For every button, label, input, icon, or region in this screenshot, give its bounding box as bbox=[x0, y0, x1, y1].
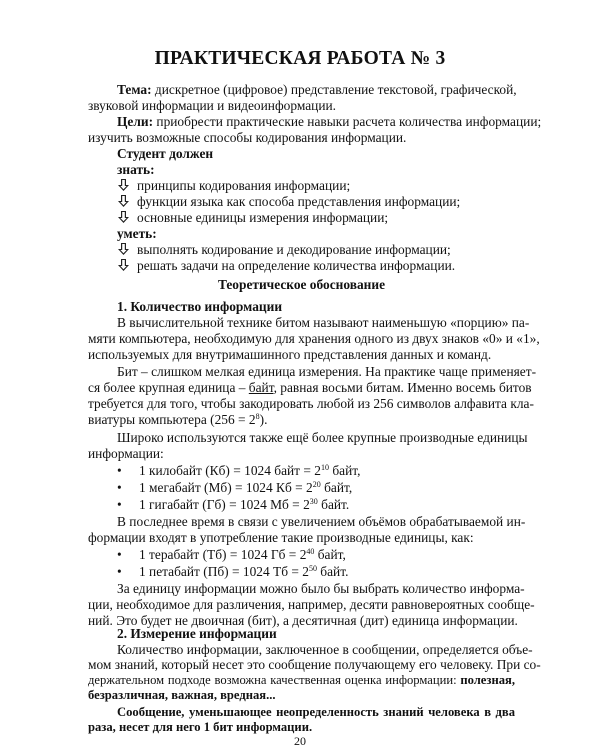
arrow-down-icon bbox=[117, 211, 130, 223]
goals-line-1 bbox=[117, 114, 542, 130]
unit-item: • 1 терабайт (Тб) = 1024 Гб = $2^{40}$ байт, bbox=[117, 547, 346, 562]
topic-text-1: дискретное (цифровое) представление текстовой, графической, bbox=[154, 82, 517, 97]
know-item: функции языка как способа представления информации; bbox=[117, 194, 460, 210]
s1-p5-line: За единицу информации можно было бы выбрать количество информа- bbox=[117, 581, 525, 596]
able-item: решать задачи на определение количества информации. bbox=[117, 258, 455, 274]
s1-p2-line: ся более крупная единица – байт, равная восьми битам. Именно восемь битов bbox=[88, 380, 532, 395]
able-label: уметь: bbox=[117, 226, 157, 241]
s2-p1-line: Количество информации, заключенное в сообщении, определяется объе- bbox=[117, 642, 533, 657]
s1-p3-line: Широко используются также ещё более крупные производные единицы bbox=[117, 430, 528, 445]
know-item: принципы кодирования информации; bbox=[117, 178, 350, 194]
byte-term: байт bbox=[248, 380, 274, 395]
topic-line-1 bbox=[117, 82, 515, 98]
unit-item: • 1 мегабайт (Мб) = 1024 Кб = $2^{20}$ байт, bbox=[117, 480, 353, 495]
arrow-down-icon bbox=[117, 259, 130, 271]
goals-line-2: изучить возможные способы кодирования информации. bbox=[88, 130, 407, 145]
s1-p1-line: мяти компьютера, необходимую для хранения одного из двух знаков «0» и «1», bbox=[88, 331, 540, 346]
s2-p2-line: раза, несет для него 1 бит информации. bbox=[88, 720, 313, 734]
s1-p1-line: используемых для внутримашинного представления данных и команд. bbox=[88, 347, 492, 362]
arrow-down-icon bbox=[117, 195, 130, 207]
arrow-down-icon bbox=[117, 243, 130, 255]
s1-p3-line: информации: bbox=[88, 446, 164, 461]
s1-p4-line: формации входят в употребление такие производные единицы, как: bbox=[88, 530, 474, 545]
topic-label: Тема: bbox=[117, 82, 152, 97]
s2-p1-line: мом знаний, который несет это сообщение получающему его человеку. При со- bbox=[88, 657, 541, 672]
s2-p1-line: безразличная, важная, вредная... bbox=[88, 688, 276, 702]
able-item: выполнять кодирование и декодирование информации; bbox=[117, 242, 451, 258]
page-title: ПРАКТИЧЕСКАЯ РАБОТА № 3 bbox=[154, 48, 446, 69]
s1-p2-line: Бит – слишком мелкая единица измерения. На практике чаще применяет- bbox=[117, 364, 537, 379]
page-number: 20 bbox=[294, 734, 306, 748]
s2-p1-line: держательном подходе возможна качественная оценка информации: полезная, bbox=[88, 673, 515, 687]
s1-p2-line: виатуры компьютера $(256 = 2^8)$. bbox=[88, 412, 268, 427]
section2-heading: 2. Измерение информации bbox=[117, 626, 277, 641]
s1-p1-line: В вычислительной технике битом называют наименьшую «порцию» па- bbox=[117, 315, 530, 330]
know-item: основные единицы измерения информации; bbox=[117, 210, 388, 226]
section1-heading: 1. Количество информации bbox=[117, 299, 283, 314]
s1-p4-line: В последнее время в связи с увеличением объёмов обрабатываемой ин- bbox=[117, 514, 526, 529]
topic-line-2: звуковой информации и видеоинформации. bbox=[88, 98, 336, 113]
unit-item: • 1 килобайт (Кб) = 1024 байт = $2^{10}$ байт, bbox=[117, 463, 361, 478]
student-heading: Студент должен bbox=[117, 146, 214, 161]
goals-text-1: приобрести практические навыки расчета количества информации; bbox=[156, 114, 542, 129]
goals-label: Цели: bbox=[117, 114, 154, 129]
s2-p2-line: Сообщение, уменьшающее неопределенность знаний человека в два bbox=[117, 705, 515, 719]
s1-p5-line: ции, необходимое для различения, например, десяти равновероятных сообще- bbox=[88, 597, 535, 612]
s1-p5-line: ний. Это будет не двоичная (бит), а десятичная (дит) единица информации. bbox=[88, 613, 518, 628]
unit-item: • 1 гигабайт (Гб) = 1024 Мб = $2^{30}$ байт. bbox=[117, 497, 350, 512]
theory-heading: Теоретическое обоснование bbox=[217, 277, 386, 292]
know-label: знать: bbox=[117, 162, 155, 177]
s1-p2-line: требуется для того, чтобы закодировать любой из 256 символов алфавита кла- bbox=[88, 396, 534, 411]
arrow-down-icon bbox=[117, 179, 130, 191]
unit-item: • 1 петабайт (Пб) = 1024 Тб = $2^{50}$ байт. bbox=[117, 564, 349, 579]
